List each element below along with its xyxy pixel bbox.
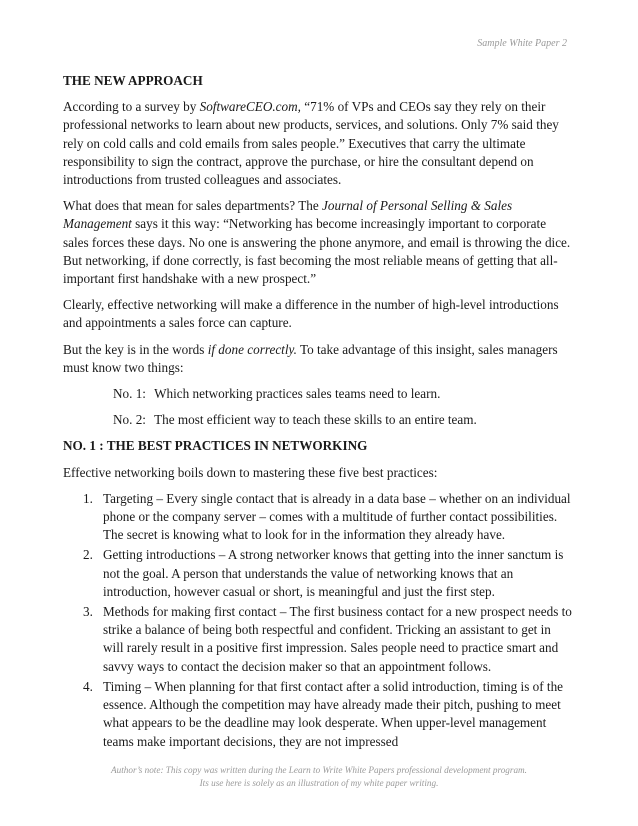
authors-note-footer [0,764,638,790]
paragraph-survey-post: “71% of VPs and CEOs say they rely on their professional networks to learn about new products, services, and solutions. Only 7% said they rely on cold calls and cold emails from sales people.” Executives that carry the ultimate responsibility to sign the contract, approve the purchase, or hire the consultant depend on introductions from trusted colleagues and associates. [63,99,559,188]
list-item-text: Getting introductions – A strong networker knows that getting into the inner sanctum is not the goal. A person that understands the value of networking knows that an introduction, however casual or short, is meaningful and just the first step. [103,547,564,599]
list-marker: 4. [83,678,93,694]
list-marker: 3. [83,604,93,620]
numbered-point-label: No. 1: [113,386,146,402]
list-item [63,603,573,676]
paragraph-intro: Effective networking boils down to mastering these five best practices: [63,464,438,480]
list-marker: 2. [83,547,93,563]
paragraph-key [63,341,573,377]
practices-list [63,490,573,751]
section-heading-new-approach: THE NEW APPROACH [63,73,203,88]
section-heading-best-practices: NO. 1 : THE BEST PRACTICES IN NETWORKING [63,438,368,454]
running-header: Sample White Paper 2 [477,38,567,49]
paragraph-survey [63,98,573,189]
document-body [63,72,573,753]
paragraph-journal-pre: What does that mean for sales departments? The [63,198,323,214]
list-item-text: Methods for making first contact – The first business contact for a new prospect needs to strike a balance of being both respectful and confident. Tricking an assistant to get in will rarely result in a positive first impression. Sales people need to practice smart and savvy ways to contact the decision maker so that an appointment follows. [103,604,572,674]
paragraph-key-post: To take advantage of this insight, sales managers must know two things: [63,341,558,375]
list-marker: 1. [83,490,93,506]
numbered-point-text: Which networking practices sales teams need to learn. [154,386,441,402]
numbered-point [113,385,573,403]
numbered-point-text: The most efficient way to teach these skills to an entire team. [154,412,477,428]
list-item-text: Timing – When planning for that first contact after a solid introduction, timing is of the essence. Although the competition may have already made their pitch, pushing to meet what appears to be the deadline may look desperate. When upper-level management teams make important decisions, they are not impressed [103,678,564,749]
footer-line-2: Its use here is solely as an illustration of my white paper writing. [199,778,439,788]
numbered-point [113,411,573,429]
paragraph-key-pre: But the key is in the words [63,341,208,357]
source-name: SoftwareCEO.com, [199,99,301,115]
paragraph-journal [63,197,573,288]
list-item-text: Targeting – Every single contact that is already in a data base – whether on an individual phone or the company server – comes with a multitude of further contact possibilities. The secret is knowing what to look for in the information they already have. [103,490,571,543]
journal-name: Journal of Personal Selling & Sales Management [63,198,513,232]
list-item [63,678,573,751]
paragraph-survey-pre: According to a survey by [63,99,200,115]
list-item [63,546,573,601]
paragraph-journal-post: says it this way: “Networking has become increasingly important to corporate sales forces these days. No one is answering the phone anymore, and email is throwing the dice. But networking, if done correctly, is fast becoming the most reliable means of getting that all-important first handshake with a new prospect.” [63,216,571,287]
emphasis-text: if done correctly. [207,341,297,357]
paragraph-clearly: Clearly, effective networking will make a difference in the number of high-level introductions and appointments a sales force can capture. [63,297,559,331]
numbered-point-label: No. 2: [113,412,146,428]
numbered-points [63,385,573,429]
footer-line-1: Author’s note: This copy was written during the Learn to Write White Papers professional development program. [111,765,527,775]
list-item [63,490,573,545]
